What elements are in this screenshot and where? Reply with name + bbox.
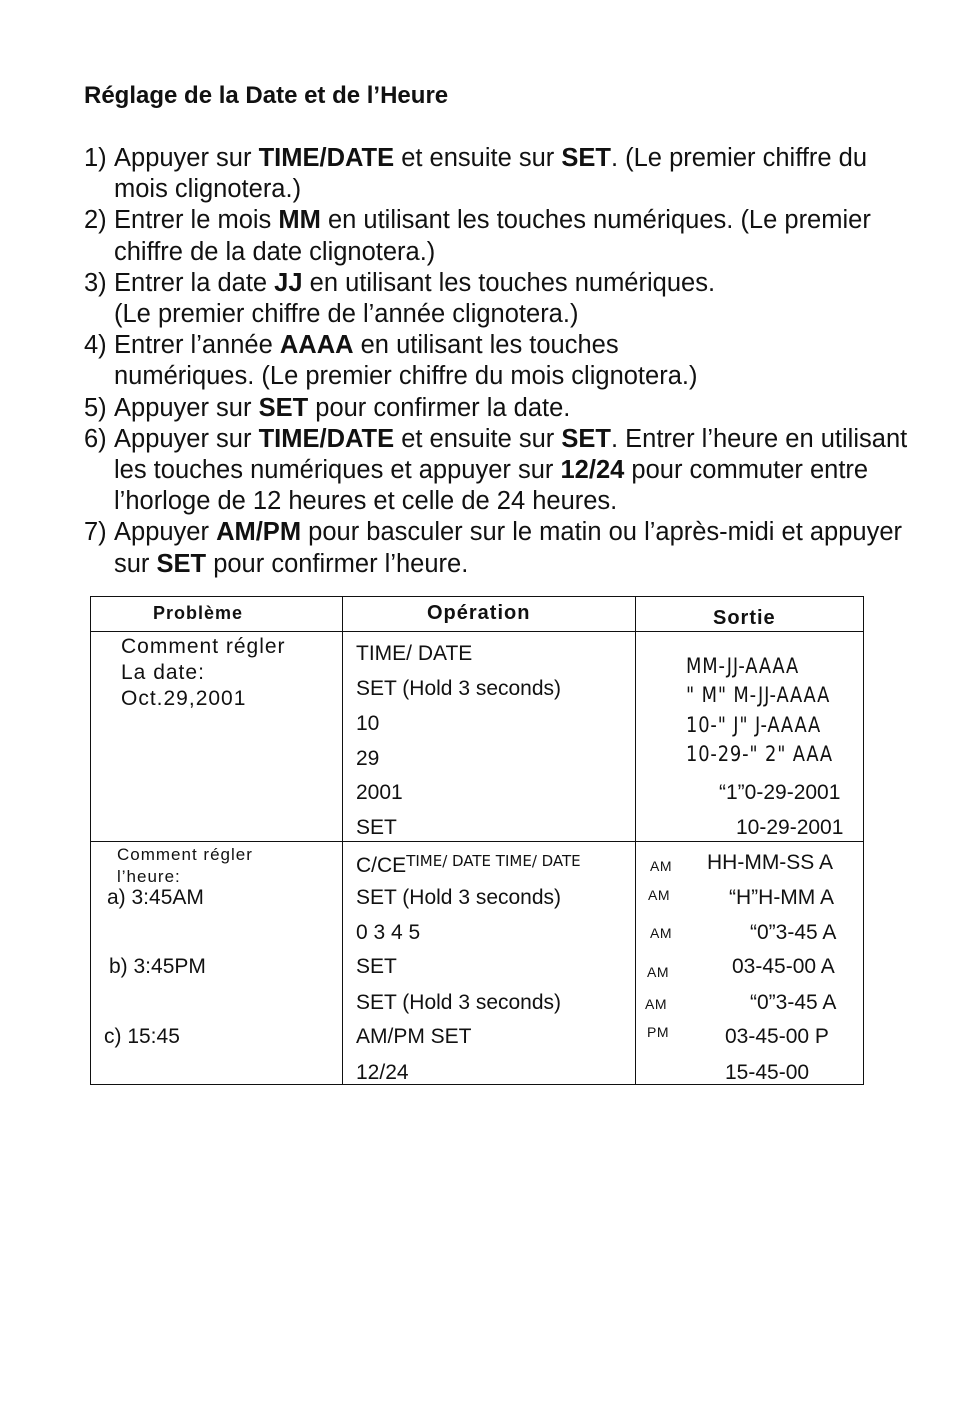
ampm-indicator: PM (647, 1024, 669, 1040)
step-text (114, 268, 924, 330)
step-number: 7) (84, 518, 107, 547)
date-problem-line: Comment régler (121, 635, 286, 658)
step-text-segment: en utilisant les touches numériques. (Le premier chiffre de la date clignotera.) (114, 206, 871, 266)
date-output: 10-29-" 2" AAA (686, 742, 833, 766)
step-text-segment: et ensuite sur (394, 144, 562, 172)
time-problem-b: b) 3:45PM (109, 955, 206, 978)
step-text-segment: Appuyer sur (114, 393, 259, 422)
header-operation: Opération (427, 602, 531, 624)
date-problem-line: La date: (121, 661, 205, 684)
instruction-step (84, 424, 924, 518)
time-op-sup: TIME/ DATE TIME/ DATE (406, 852, 581, 870)
ampm-indicator: AM (648, 887, 670, 903)
time-problem-a: a) 3:45AM (107, 886, 204, 909)
instruction-step (84, 393, 924, 424)
date-op: 10 (356, 712, 380, 735)
step-number: 5) (84, 393, 107, 422)
date-output: 10-29-2001 (736, 816, 844, 839)
date-op: SET (356, 816, 397, 839)
step-keyword: AAAA (279, 331, 354, 360)
time-output: “H”H-MM A (729, 886, 834, 909)
date-output: 10-" J" J-AAAA (686, 713, 822, 737)
time-problem-line: l’heure: (117, 867, 181, 886)
step-text-segment: pour confirmer la date. (308, 393, 571, 422)
time-op: SET (356, 955, 397, 978)
date-op: 2001 (356, 781, 403, 804)
date-problem-line: Oct.29,2001 (121, 687, 247, 710)
step-keyword: JJ (274, 268, 303, 297)
time-op: SET (Hold 3 seconds) (356, 991, 562, 1014)
step-text-segment: pour commuter entre l’horloge de 12 heures et celle de 24 heures. (114, 456, 869, 516)
date-output: MM-JJ-AAAA (686, 654, 800, 678)
step-text-segment: . Entrer l’heure en utilisant les touches numériques et appuyer sur (114, 424, 908, 485)
step-keyword: SET (561, 144, 611, 172)
ampm-indicator: AM (650, 925, 672, 941)
header-output: Sortie (713, 607, 776, 629)
time-op: AM/PM SET (356, 1025, 472, 1048)
time-op: 0 3 4 5 (356, 921, 421, 944)
step-text-segment: Entrer l’année (114, 331, 280, 360)
step-text-segment: en utilisant les touches numériques. (302, 268, 716, 297)
time-problem-c: c) 15:45 (104, 1025, 180, 1048)
date-op: 29 (356, 747, 380, 770)
step-keyword: SET (156, 549, 207, 578)
step-text (114, 393, 924, 424)
step-text-segment: Appuyer sur (114, 144, 259, 172)
time-op-main: C/CE (356, 854, 407, 877)
step-keyword: 12/24 (560, 456, 625, 485)
instruction-step (84, 330, 924, 392)
step-text-segment: Appuyer sur (114, 424, 259, 453)
step-keyword: AM/PM (216, 518, 302, 547)
step-text-segment: pour confirmer l’heure. (206, 549, 469, 578)
header-problem: Problème (153, 603, 244, 623)
date-op: SET (Hold 3 seconds) (356, 677, 562, 700)
header-divider (91, 631, 863, 632)
step-text (114, 143, 924, 205)
instruction-list (84, 143, 924, 580)
date-op: TIME/ DATE (356, 642, 473, 665)
step-keyword: SET (561, 424, 611, 453)
time-op: SET (Hold 3 seconds) (356, 886, 562, 909)
date-output: “1”0-29-2001 (719, 781, 841, 804)
step-number: 2) (84, 206, 107, 235)
time-op: 12/24 (356, 1061, 409, 1084)
instruction-step (84, 205, 924, 267)
time-output: “0”3-45 A (750, 921, 837, 944)
step-keyword: MM (278, 206, 321, 235)
instruction-step (84, 517, 924, 579)
step-text-segment: et ensuite sur (394, 424, 562, 453)
operation-table (90, 596, 864, 1085)
step-text (114, 205, 924, 267)
step-text-segment: pour basculer sur le matin ou l’après-midi et appuyer sur (114, 518, 903, 578)
time-output: “0”3-45 A (750, 991, 837, 1014)
step-text (114, 517, 924, 579)
ampm-indicator: AM (650, 858, 672, 874)
step-keyword: TIME/DATE (258, 424, 395, 453)
time-output: 03-45-00 A (732, 955, 835, 978)
instruction-step (84, 143, 924, 205)
step-number: 1) (84, 144, 107, 172)
instruction-step (84, 268, 924, 330)
step-text-segment: . (Le premier chiffre du mois clignotera.) (114, 144, 868, 204)
step-text-segment: Entrer le mois (114, 206, 279, 235)
page-title: Réglage de la Date et de l’Heure (84, 82, 449, 109)
step-number: 3) (84, 268, 107, 297)
step-number: 4) (84, 331, 107, 360)
time-op (356, 852, 581, 878)
step-text-segment: Appuyer (114, 518, 217, 547)
step-text (114, 330, 924, 392)
step-number: 6) (84, 424, 107, 453)
step-keyword: TIME/DATE (258, 144, 395, 172)
ampm-indicator: AM (647, 964, 669, 980)
step-text (114, 424, 924, 518)
time-output: 03-45-00 P (725, 1025, 829, 1048)
step-text-segment: numériques. (Le premier chiffre du mois clignotera.) (114, 362, 698, 391)
step-text-segment: en utilisant les touches (353, 331, 619, 360)
step-keyword: SET (258, 393, 309, 422)
ampm-indicator: AM (645, 996, 667, 1012)
time-output: HH-MM-SS A (707, 851, 833, 874)
time-output: 15-45-00 (725, 1061, 810, 1084)
date-output: " M" M-JJ-AAAA (686, 683, 831, 707)
step-text-segment: (Le premier chiffre de l’année clignotera.) (114, 300, 579, 329)
step-text-segment: Entrer la date (114, 268, 275, 297)
time-problem-line: Comment régler (117, 845, 253, 864)
row-divider (91, 841, 863, 842)
